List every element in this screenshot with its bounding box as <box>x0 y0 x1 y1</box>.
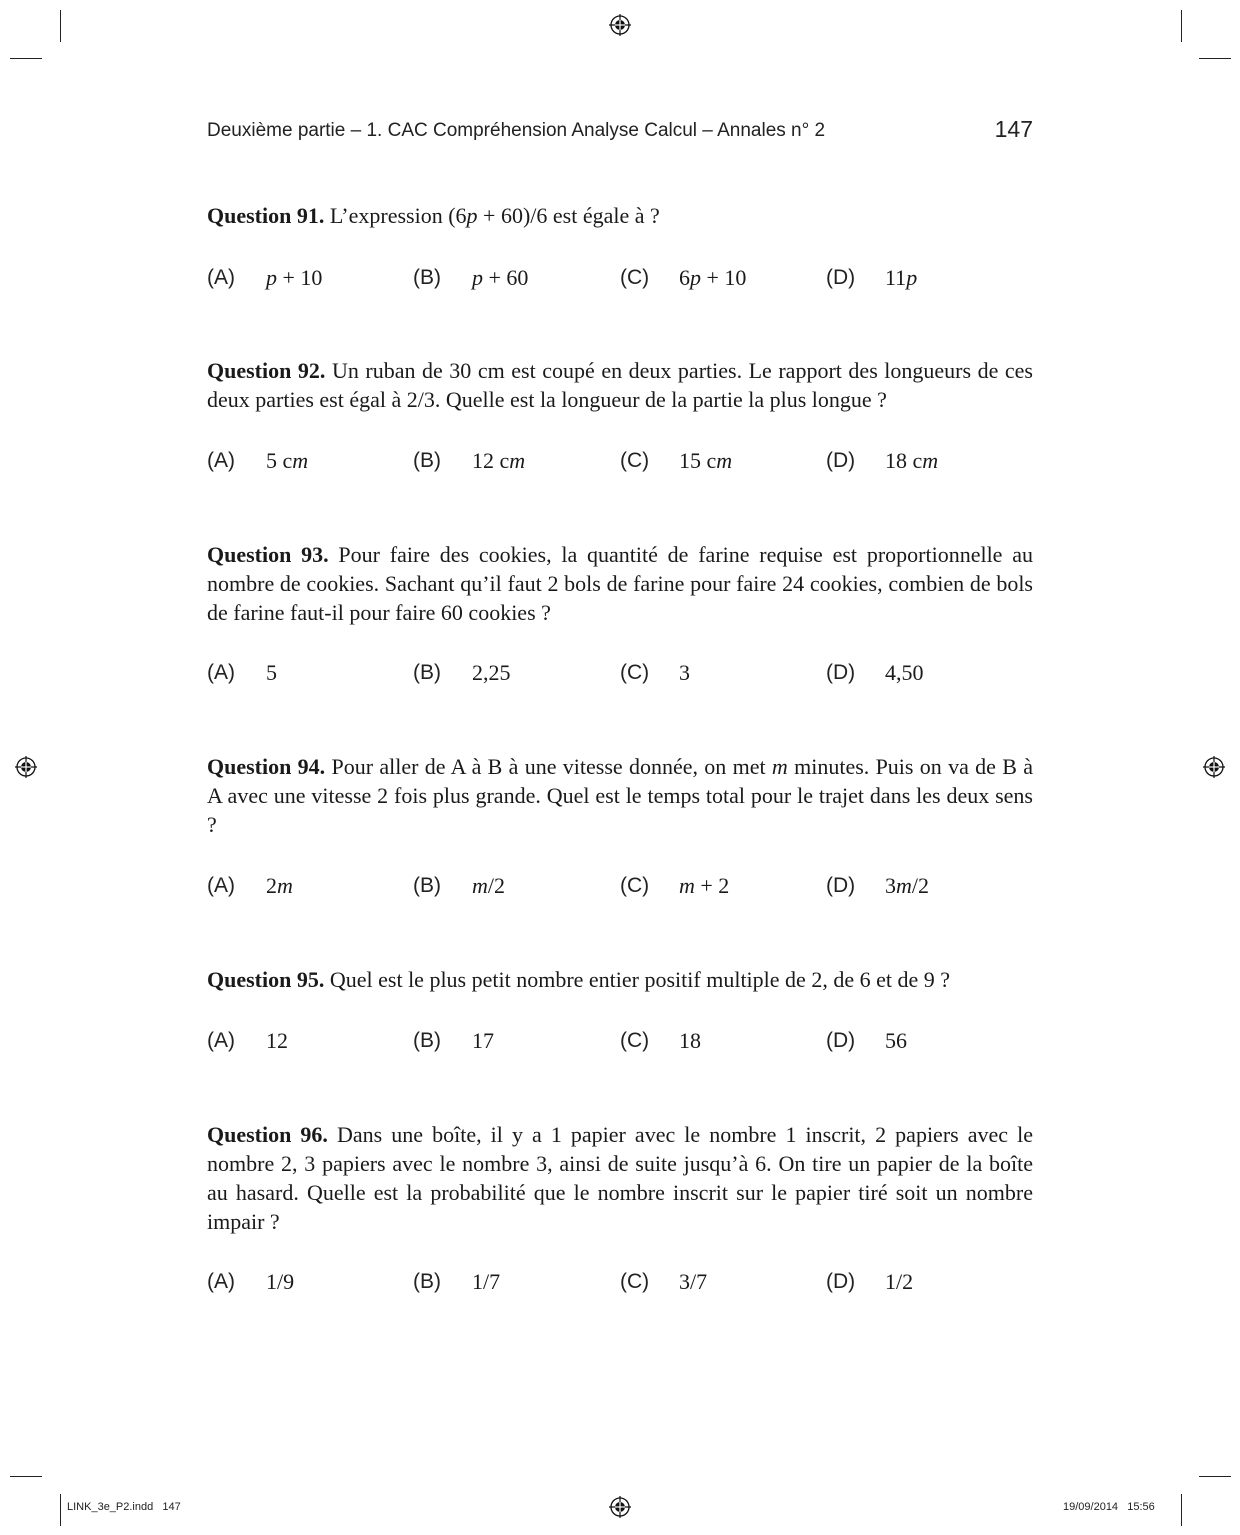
registration-mark-icon <box>609 1496 631 1518</box>
option-value: 2m <box>266 873 293 898</box>
crop-mark <box>60 1494 61 1526</box>
option-value: 3m/2 <box>885 873 930 898</box>
option-value: 3 <box>679 660 690 685</box>
option-letter: (D) <box>826 449 856 472</box>
question-label: Question 96. <box>207 1122 328 1147</box>
option-value: 12 <box>266 1028 288 1053</box>
registration-mark-icon <box>15 756 37 778</box>
option-value: 11p <box>885 265 918 290</box>
crop-mark <box>10 1476 42 1477</box>
option-letter: (B) <box>413 266 441 289</box>
option-letter: (D) <box>826 661 856 684</box>
option-letter: (A) <box>207 266 235 289</box>
option-letter: (B) <box>413 1029 441 1052</box>
option-value: 17 <box>472 1028 494 1053</box>
option-letter: (C) <box>620 449 650 472</box>
question-label: Question 93. <box>207 542 329 567</box>
option-letter: (A) <box>207 449 235 472</box>
page-number: 147 <box>994 116 1033 142</box>
option-value: 5 <box>266 660 277 685</box>
print-timestamp: 19/09/2014 15:56 <box>1063 1501 1155 1513</box>
option-value: 1/9 <box>266 1269 295 1294</box>
option-letter: (B) <box>413 449 441 472</box>
question-92 <box>207 356 1033 473</box>
option-value: p + 60 <box>472 265 529 290</box>
option-letter: (B) <box>413 1270 441 1293</box>
option-letter: (B) <box>413 874 441 897</box>
option-letter: (C) <box>620 1270 650 1293</box>
crop-mark <box>60 10 61 42</box>
crop-mark <box>1181 10 1182 42</box>
option-value: 5 cm <box>266 448 309 473</box>
option-letter: (A) <box>207 874 235 897</box>
question-label: Question 92. <box>207 358 326 383</box>
question-text <box>207 540 1033 627</box>
answer-options <box>207 265 1033 295</box>
crop-mark <box>1199 58 1231 59</box>
option-letter: (C) <box>620 874 650 897</box>
option-letter: (D) <box>826 874 856 897</box>
question-text <box>207 356 1033 414</box>
answer-options <box>207 1028 1033 1058</box>
answer-options <box>207 660 1033 690</box>
question-95 <box>207 965 1033 1053</box>
option-value: 3/7 <box>679 1269 708 1294</box>
option-value: 12 cm <box>472 448 526 473</box>
registration-mark-icon <box>609 14 631 36</box>
option-value: p + 10 <box>266 265 323 290</box>
option-value: m/2 <box>472 873 506 898</box>
option-value: m + 2 <box>679 873 730 898</box>
option-letter: (C) <box>620 661 650 684</box>
question-label: Question 95. <box>207 967 325 992</box>
option-letter: (C) <box>620 266 650 289</box>
running-title: Deuxième partie – 1. CAC Compréhension Analyse Calcul – Annales n° 2 <box>207 120 826 141</box>
question-text <box>207 965 1033 994</box>
option-letter: (B) <box>413 661 441 684</box>
question-93 <box>207 540 1033 685</box>
running-header <box>207 116 1033 146</box>
question-label: Question 94. <box>207 754 326 779</box>
option-value: 18 cm <box>885 448 939 473</box>
question-body: Pour aller de A à B à une vitesse donnée, on met m minutes. Puis on va de B à A avec une vitesse 2 fois plus grande. Quel est le temps total pour le trajet dans les deux sens ? <box>207 754 1033 837</box>
crop-mark <box>10 58 42 59</box>
question-body: Quel est le plus petit nombre entier positif multiple de 2, de 6 et de 9 ? <box>329 967 950 992</box>
question-94 <box>207 752 1033 898</box>
print-slug: LINK_3e_P2.indd 147 <box>67 1501 181 1513</box>
crop-mark <box>1181 1494 1182 1526</box>
option-value: 4,50 <box>885 660 924 685</box>
option-value: 18 <box>679 1028 701 1053</box>
question-text <box>207 201 1033 230</box>
answer-options <box>207 448 1033 478</box>
question-body: Dans une boîte, il y a 1 papier avec le nombre 1 inscrit, 2 papiers avec le nombre 2, 3 papiers avec le nombre 3, ainsi de suite jusqu’à 6. On tire un papier de la boîte au hasard. Quelle est la probabilité que le nombre inscrit sur le papier tiré soit un nombre impair ? <box>207 1122 1034 1234</box>
option-value: 56 <box>885 1028 907 1053</box>
question-label: Question 91. <box>207 203 325 228</box>
question-text <box>207 1120 1033 1236</box>
option-letter: (A) <box>207 1270 235 1293</box>
registration-mark-icon <box>1203 756 1225 778</box>
option-letter: (D) <box>826 1270 856 1293</box>
question-body: Un ruban de 30 cm est coupé en deux parties. Le rapport des longueurs de ces deux parties est égal à 2/3. Quelle est la longueur de la partie la plus longue ? <box>207 358 1033 412</box>
option-letter: (A) <box>207 661 235 684</box>
option-value: 1/2 <box>885 1269 914 1294</box>
question-body: L’expression (6p + 60)/6 est égale à ? <box>329 203 660 228</box>
option-letter: (D) <box>826 1029 856 1052</box>
answer-options <box>207 1269 1033 1299</box>
question-96 <box>207 1120 1034 1294</box>
option-letter: (D) <box>826 266 856 289</box>
question-91 <box>207 201 1033 290</box>
option-letter: (C) <box>620 1029 650 1052</box>
answer-options <box>207 873 1033 903</box>
question-text <box>207 752 1033 839</box>
option-value: 2,25 <box>472 660 511 685</box>
crop-mark <box>1199 1476 1231 1477</box>
option-value: 15 cm <box>679 448 733 473</box>
question-body: Pour faire des cookies, la quantité de farine requise est proportionnelle au nombre de cookies. Sachant qu’il faut 2 bols de farine pour faire 24 cookies, combien de bols de farine faut-il pour faire 60 cookies ? <box>207 542 1033 625</box>
option-value: 1/7 <box>472 1269 501 1294</box>
option-letter: (A) <box>207 1029 235 1052</box>
option-value: 6p + 10 <box>679 265 747 290</box>
